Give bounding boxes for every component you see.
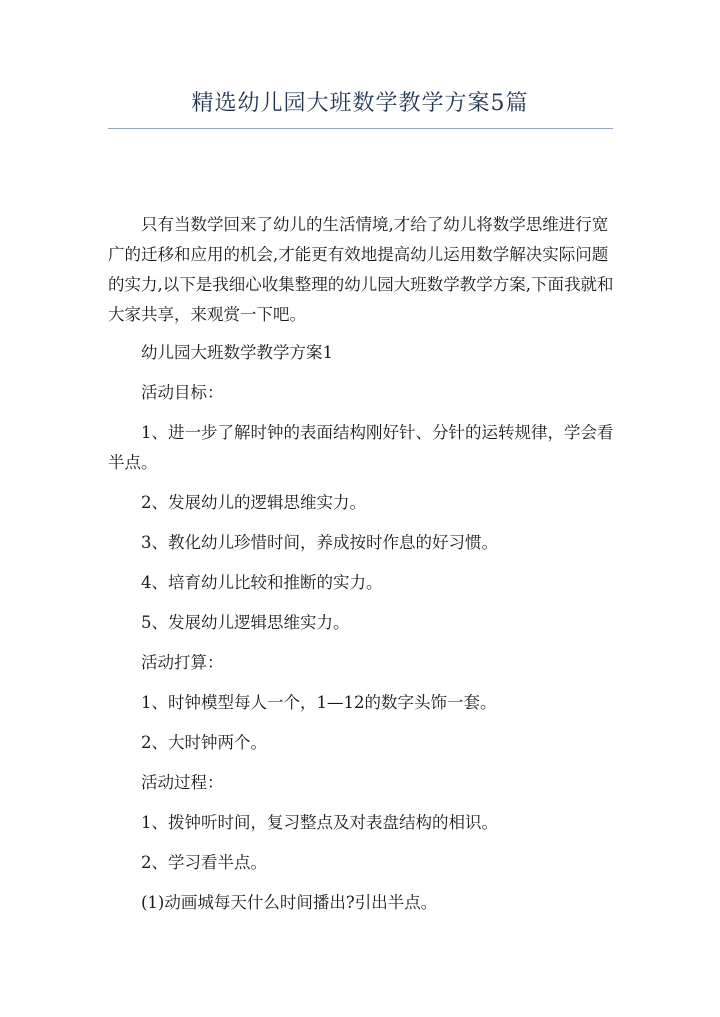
goal-item: 3、教化幼儿珍惜时间，养成按时作息的好习惯。 — [141, 533, 498, 552]
goal-item: 2、发展幼儿的逻辑思维实力。 — [141, 493, 366, 512]
preparation-item: 1、时钟模型每人一个，1—12的数字头饰一套。 — [141, 693, 497, 712]
section-heading: 幼儿园大班数学教学方案1 — [141, 343, 333, 362]
subheading-preparation: 活动打算： — [141, 653, 224, 672]
preparation-item: 2、大时钟两个。 — [141, 733, 267, 752]
document-body — [108, 210, 614, 928]
document-title: 精选幼儿园大班数学教学方案5篇 — [191, 91, 529, 116]
subheading-goals: 活动目标： — [141, 383, 224, 402]
title-divider — [108, 128, 613, 129]
goal-item: 5、发展幼儿逻辑思维实力。 — [141, 613, 350, 632]
process-item: 1、拨钟听时间，复习整点及对表盘结构的相识。 — [141, 813, 498, 832]
subheading-process: 活动过程： — [141, 773, 224, 792]
process-item: (1)动画城每天什么时间播出?引出半点。 — [141, 893, 438, 912]
intro-paragraph: 只有当数学回来了幼儿的生活情境,才给了幼儿将数学思维进行宽广的迁移和应用的机会,才能更有效地提高幼儿运用数学解决实际问题的实力,以下是我细心收集整理的幼儿园大班数学教学方案,下面我就和大家共享，来观赏一下吧。 — [108, 215, 614, 324]
goal-item: 4、培育幼儿比较和推断的实力。 — [141, 573, 383, 592]
goal-item: 1、进一步了解时钟的表面结构刚好针、分针的运转规律，学会看半点。 — [108, 423, 614, 472]
process-item: 2、学习看半点。 — [141, 853, 267, 872]
